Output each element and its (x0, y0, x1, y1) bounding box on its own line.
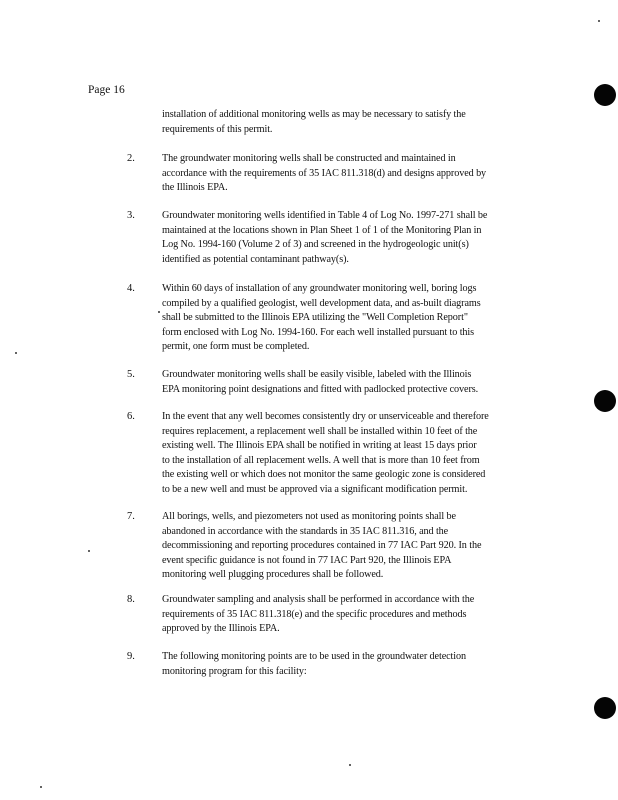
scan-speck (88, 550, 90, 552)
paragraph-line: Groundwater monitoring wells shall be easily visible, labeled with the Illinois (162, 369, 472, 380)
paragraph-line: requires replacement, a replacement well shall be installed within 10 feet of the (162, 425, 478, 437)
paragraph-line: requirements of 35 IAC 811.318(e) and the specific procedures and methods (162, 608, 467, 620)
paragraph-line: to the installation of all replacement wells. A well that is more than 10 feet from (162, 454, 480, 466)
item-number: 4. (127, 283, 135, 294)
scan-speck (15, 352, 17, 354)
paragraph-line: All borings, wells, and piezometers not used as monitoring points shall be (162, 511, 456, 522)
paragraph-line: approved by the Illinois EPA. (162, 623, 280, 635)
paragraph-line: Within 60 days of installation of any groundwater monitoring well, boring logs (162, 283, 477, 294)
paragraph-line: installation of additional monitoring wells as may be necessary to satisfy the (162, 109, 466, 120)
paragraph-line: The following monitoring points are to be used in the groundwater detection (162, 651, 466, 662)
paragraph-line: monitoring well plugging procedures shall be followed. (162, 569, 384, 581)
paragraph-line: accordance with the requirements of 35 IAC 811.318(d) and designs approved by (162, 167, 487, 179)
item-number: 6. (127, 411, 135, 422)
paragraph-line: to be a new well and must be approved via a significant modification permit. (162, 483, 468, 495)
paragraph-line: compiled by a qualified geologist, well development data, and as-built diagrams (162, 297, 481, 309)
scan-speck (349, 764, 351, 766)
paragraph-line: EPA monitoring point designations and fitted with padlocked protective covers. (162, 383, 479, 395)
scan-speck (40, 786, 42, 788)
item-paragraph (162, 593, 562, 637)
item-number: 5. (127, 369, 135, 380)
punch-hole-bottom (594, 697, 616, 719)
paragraph-line: Log No. 1994-160 (Volume 2 of 3) and screened in the hydrogeologic unit(s) (162, 239, 469, 251)
punch-hole-middle (594, 390, 616, 412)
paragraph-line: existing well. The Illinois EPA shall be notified in writing at least 15 days prior (162, 440, 477, 452)
paragraph-line: The groundwater monitoring wells shall be constructed and maintained in (162, 153, 456, 164)
item-number: 2. (127, 153, 135, 164)
paragraph-line: the Illinois EPA. (162, 182, 228, 194)
paragraph-line: monitoring program for this facility: (162, 665, 307, 677)
paragraph-line: form enclosed with Log No. 1994-160. For each well installed pursuant to this (162, 326, 475, 338)
page-header: Page 16 (88, 84, 125, 96)
punch-hole-top (594, 84, 616, 106)
item-paragraph (162, 410, 562, 498)
paragraph-line: abandoned in accordance with the standards in 35 IAC 811.316, and the (162, 525, 449, 537)
scan-speck (158, 311, 160, 313)
paragraph-line: shall be submitted to the Illinois EPA utilizing the "Well Completion Report" (162, 312, 468, 324)
item-number: 7. (127, 511, 135, 522)
paragraph-line: permit, one form must be completed. (162, 341, 310, 353)
item-paragraph (162, 152, 562, 196)
paragraph-line: Groundwater monitoring wells identified in Table 4 of Log No. 1997-271 shall be (162, 210, 488, 221)
paragraph-line: requirements of this permit. (162, 123, 273, 135)
item-paragraph (162, 209, 562, 267)
paragraph-line: maintained at the locations shown in Plan Sheet 1 of 1 of the Monitoring Plan in (162, 224, 482, 236)
paragraph-line: In the event that any well becomes consistently dry or unserviceable and therefore (162, 411, 489, 422)
continuation-paragraph (162, 108, 562, 137)
paragraph-line: the existing well or which does not monitor the same geologic zone is considered (162, 469, 486, 481)
paragraph-line: event specific guidance is not found in 77 IAC Part 920, the Illinois EPA (162, 554, 452, 566)
item-paragraph (162, 510, 562, 583)
item-number: 3. (127, 210, 135, 221)
paragraph-line: Groundwater sampling and analysis shall be performed in accordance with the (162, 594, 475, 605)
item-paragraph (162, 282, 562, 355)
item-number: 8. (127, 594, 135, 605)
item-number: 9. (127, 651, 135, 662)
paragraph-line: identified as potential contaminant pathway(s). (162, 253, 349, 265)
item-paragraph (162, 368, 562, 397)
scan-speck (598, 20, 600, 22)
paragraph-line: decommissioning and reporting procedures contained in 77 IAC Part 920. In the (162, 540, 482, 552)
item-paragraph (162, 650, 562, 679)
